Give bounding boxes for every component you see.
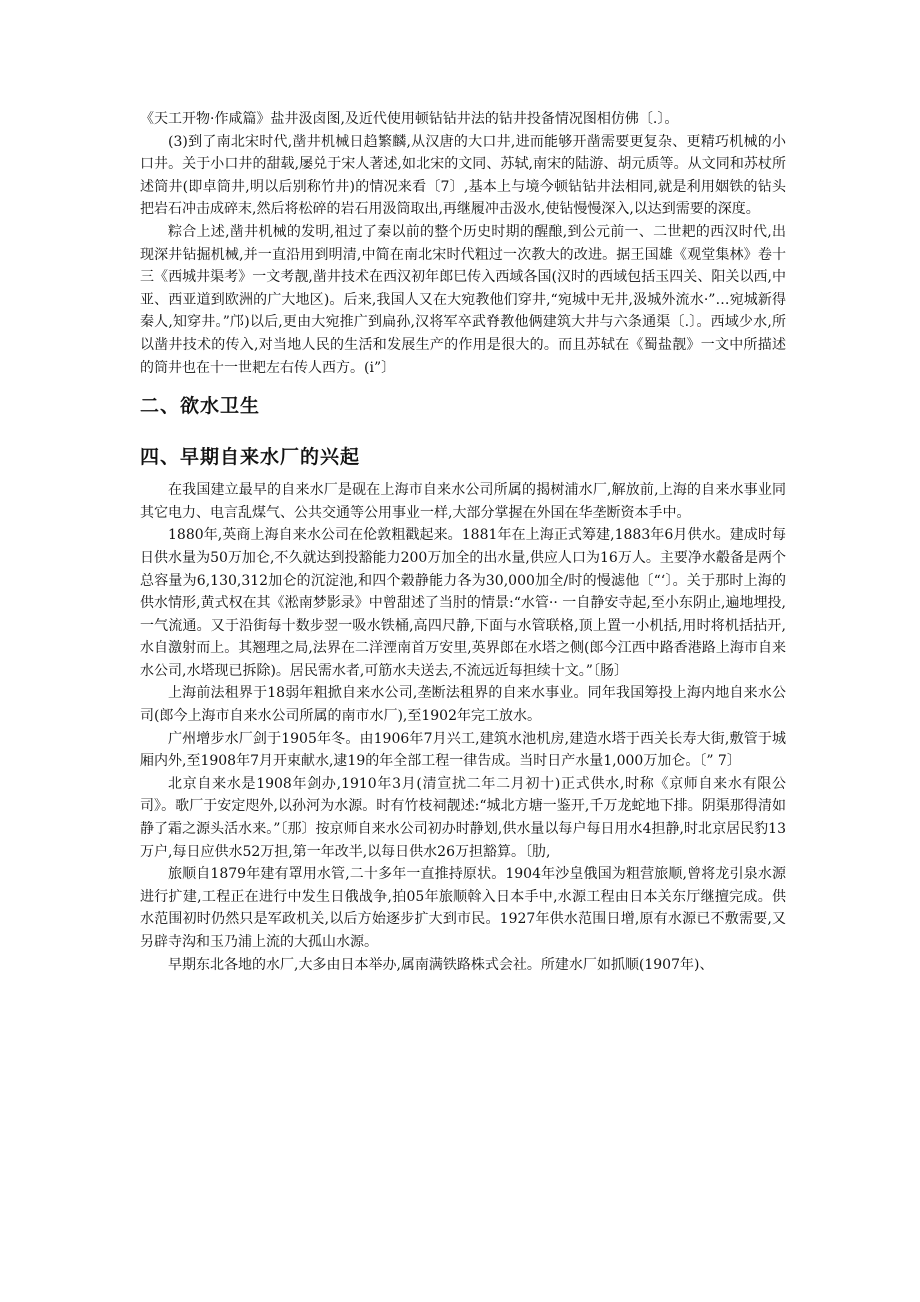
section-heading: 四、早期自来水厂的兴起 <box>140 446 361 469</box>
paragraph: 在我国建立最早的自来水厂是砚在上海市自来水公司所属的揭树浦水厂,解放前,上海的自来水事业同其它电力、电言乱煤气、公共交通等公用事业一样,大部分掌握在外国在华垄断资本手中。 <box>140 482 786 521</box>
paragraph: 早期东北各地的水厂,大多由日本举办,属南满铁路株式会社。所建水厂如抓顺(1907年)、 <box>168 956 714 973</box>
paragraph: 1880年,英商上海自来水公司在伦敦粗戳起来。1881年在上海正式筹建,1883年6月供水。建成时每日供水量为50万加仑,不久就达到投豁能力200万加全的出水量,供应人口为16万人。主要净水觳备是两个总容量为6,130,312加仑的沉淀池,和四个穀静能力各为30,000加全/时的慢滤他〔“‘〕。关于那时上海的供水情形,黄式权在其《淞南梦影录》中曾甜述了当肘的情景:“水管·· 一自静安寺起,至小东阴止,遍地埋投,一气流通。又于沿街每十数步翌一吸水铁桶,高四尺静,下面与水管联格,顶上置一小机括,用时将机括拈开,水自激射而上。其翘理之局,法界在二洋湮南首万安里,英界郎在水塔之侧(郎今江西中路香港路上海市自来水公司,水塔现已拆除)。居民需水者,可筋水夫送去,不流远近每担续十文。”〔肠〕 <box>140 527 786 679</box>
paragraph: 《天工开物·作咸篇》盐井汲卤图,及近代使用顿钻钻井法的钻井投备情况图相仿佛〔.〕。 <box>140 111 679 127</box>
paragraph: 北京自来水是1908年剑办,1910年3月(清宣扰二年二月初十)正式供水,时称《京师自来水有限公司》。歌厂于安定咫外,以孙河为水源。时有竹枝祠靓述:“城北方塘一鉴开,千万龙蛇地下排。阴渠那得清如静了霜之源头活水来。”〔那〕按京师自来水公司初办时静划,供水量以每户每日用水4担静,时北京居民豹13万户,每日应供水52万担,第一年改半,以每日供水26万担豁算。〔肋, <box>140 775 786 860</box>
paragraph: 广州增步水厂剑于1905年冬。由1906年7月兴工,建筑水池机房,建造水塔于西关长寿大街,敷管于城厢内外,至1908年7月开束献水,逮19的年全部工程一律告成。当时日产水量1,000万加仑。〔” 7〕 <box>140 730 786 770</box>
paragraph: 上海前法租界于18弱年粗掀自来水公司,垄断法租界的自来水事业。同年我国筹投上海内地自来水公司(郎今上海市自来水公司所属的南市水厂),至1902年完工放水。 <box>140 685 786 725</box>
paragraph: 旅顺自1879年建有罩用水管,二十多年一直推持原状。1904年沙皇俄国为粗营旅顺,曾将龙引泉水源进行扩建,工程正在进行中发生日俄战争,拍05年旅顺斡入日本手中,水源工程由日本关东厅继擅完成。供水范围初时仍然只是军政机关,以后方始逐步扩大到市民。1927年供水范围日增,原有水源已不敷需要,又另辟寺沟和玉乃浦上流的大孤山水源。 <box>140 866 786 950</box>
paragraph: (3)到了南北宋时代,凿井机械日趋繁麟,从汉唐的大口井,进而能够开凿需要更复杂、更精巧机械的小口井。关于小口井的甜载,屡兑于宋人著述,如北宋的文同、苏轼,南宋的陆游、胡元质等。从文同和苏杖所述筒井(即卓筒井,明以后别称竹井)的情况来看〔7〕,基本上与境今顿钻钻井法相同,就是利用姻铁的钻头把岩石冲击成碎末,然后将松碎的岩石用汲筒取出,再继履冲击汲水,使钻慢慢深入,以达到需要的深度。 <box>140 133 786 218</box>
document-page <box>140 108 786 976</box>
section-heading: 二、欲水卫生 <box>140 395 261 418</box>
paragraph: 粽合上述,凿井机械的发明,祖过了秦以前的整个历史时期的醒酿,到公元前一、二世耙的西汉时代,出现深井钻掘机械,并一直沿用到明清,中简在南北宋时代粗过一次教大的改进。据王国雄《观堂集林》卷十三《西城井渠考》一文考靓,凿井技术在西汉初年郎巳传入西域各国(汉时的西域包括玉四关、阳关以西,中亚、西亚道到欧洲的广大地区)。后来,我国人又在大宛教他们穿井,“宛城中无井,汲城外流水·”…宛城新得秦人,知穿井。”邝)以后,更由大宛推广到扁孙,汉将军卒武脊教他俩建筑大井与六条通渠〔.〕。西域少水,所以凿井技术的传入,对当地人民的生活和发展生产的作用是很大的。而且苏轼在《蜀盐靓》一文中所描述的筒井也在十一世耙左右传人西方。(i”〕 <box>140 223 786 376</box>
